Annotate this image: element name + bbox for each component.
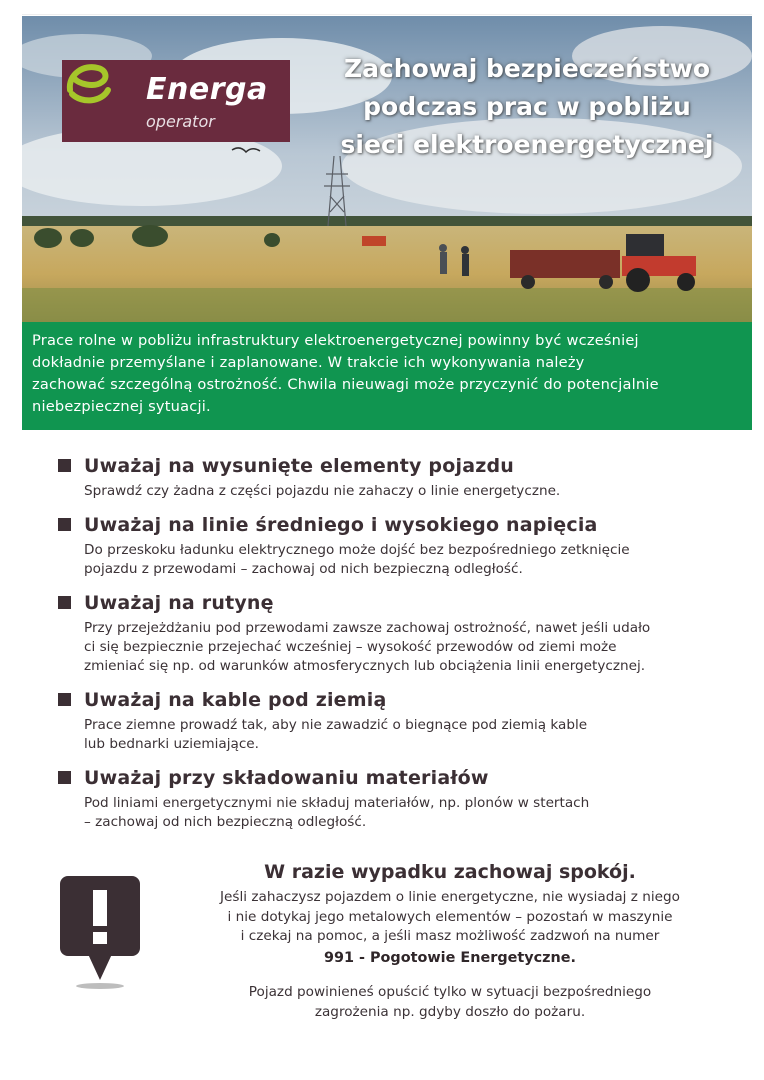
hero-title-line: Zachowaj bezpieczeństwo — [343, 54, 711, 83]
final-note — [170, 982, 730, 1022]
exclamation-pin-icon — [60, 876, 140, 996]
hero-banner — [22, 16, 752, 322]
hero-title — [312, 50, 742, 164]
instruction-line: i czekaj na pomoc, a jeśli masz możliwość zadzwoń na numer — [240, 928, 660, 944]
tip-line: Do przeskoku ładunku elektrycznego może dojść bez bezpośredniego zetknięcie — [84, 542, 630, 558]
tip-line: – zachowaj od nich bezpieczną odległość. — [84, 814, 367, 830]
instruction-line: i nie dotykaj jego metalowych elementów – pozostań w maszynie — [227, 908, 673, 925]
square-bullet-icon — [58, 518, 71, 531]
brand-box — [62, 60, 290, 142]
instruction-line: Jeśli zahaczysz pojazdem o linie energetyczne, nie wysiadaj z niego — [220, 889, 680, 905]
tip-line: zmieniać się np. od warunków atmosferycznych lub obciążenia linii energetycznej. — [84, 658, 646, 674]
tip-title: Uważaj na kable pod ziemią — [84, 689, 387, 711]
intro-line: dokładnie przemyślane i zaplanowane. W trakcie ich wykonywania należy — [32, 354, 585, 371]
tip-item — [56, 511, 736, 579]
intro-line: Prace rolne w pobliżu infrastruktury elektroenergetycznej powinny być wcześniej — [32, 332, 639, 349]
tip-description — [84, 716, 736, 754]
tip-item — [56, 589, 736, 676]
square-bullet-icon — [58, 596, 71, 609]
energa-logo-icon — [62, 60, 114, 106]
tip-line: pojazdu z przewodami – zachowaj od nich bezpieczną odległość. — [84, 561, 523, 577]
square-bullet-icon — [58, 693, 71, 706]
tip-item — [56, 686, 736, 754]
tip-title: Uważaj na linie średniego i wysokiego napięcia — [84, 514, 598, 536]
tip-description — [84, 482, 736, 501]
tip-description — [84, 794, 736, 832]
brand-subtitle: operator — [146, 112, 215, 131]
intro-text — [32, 330, 744, 418]
safety-tips — [56, 452, 736, 842]
intro-line: zachować szczególną ostrożność. Chwila nieuwagi może przyczynić do potencjalnie — [32, 376, 659, 393]
emergency-instructions — [170, 888, 730, 969]
final-line: Pojazd powinieneś opuścić tylko w sytuacji bezpośredniego — [248, 984, 652, 1000]
square-bullet-icon — [58, 771, 71, 784]
tip-line: Pod liniami energetycznymi nie składuj materiałów, np. plonów w stertach — [84, 795, 590, 811]
final-line: zagrożenia np. gdyby doszło do pożaru. — [314, 1004, 586, 1020]
tip-title: Uważaj na wysunięte elementy pojazdu — [84, 455, 515, 477]
tip-title: Uważaj na rutynę — [84, 592, 274, 614]
tip-line: Przy przejeżdżaniu pod przewodami zawsze zachowaj ostrożność, nawet jeśli udało — [84, 620, 651, 636]
tip-item — [56, 452, 736, 501]
emergency-heading: W razie wypadku zachowaj spokój. — [264, 861, 636, 883]
tip-title: Uważaj przy składowaniu materiałów — [84, 767, 489, 789]
tip-line: Sprawdź czy żadna z części pojazdu nie zahaczy o linie energetyczne. — [84, 483, 561, 499]
tip-line: lub bednarki uziemiające. — [84, 736, 259, 752]
tip-description — [84, 541, 736, 579]
tip-line: Prace ziemne prowadź tak, aby nie zawadzić o biegnące pod ziemią kable — [84, 717, 588, 733]
square-bullet-icon — [58, 459, 71, 472]
intro-band — [22, 322, 752, 430]
hero-title-line: sieci elektroenergetycznej — [340, 130, 714, 159]
hero-title-line: podczas prac w pobliżu — [363, 92, 691, 121]
emergency-phone: 991 - Pogotowie Energetyczne. — [323, 949, 577, 966]
tip-line: ci się bezpiecznie przejechać wcześniej – wysokość przewodów od ziemi może — [84, 639, 617, 655]
tip-item — [56, 764, 736, 832]
brand-name: Energa — [146, 72, 268, 107]
intro-line: niebezpiecznej sytuacji. — [32, 398, 211, 415]
tip-description — [84, 619, 736, 676]
